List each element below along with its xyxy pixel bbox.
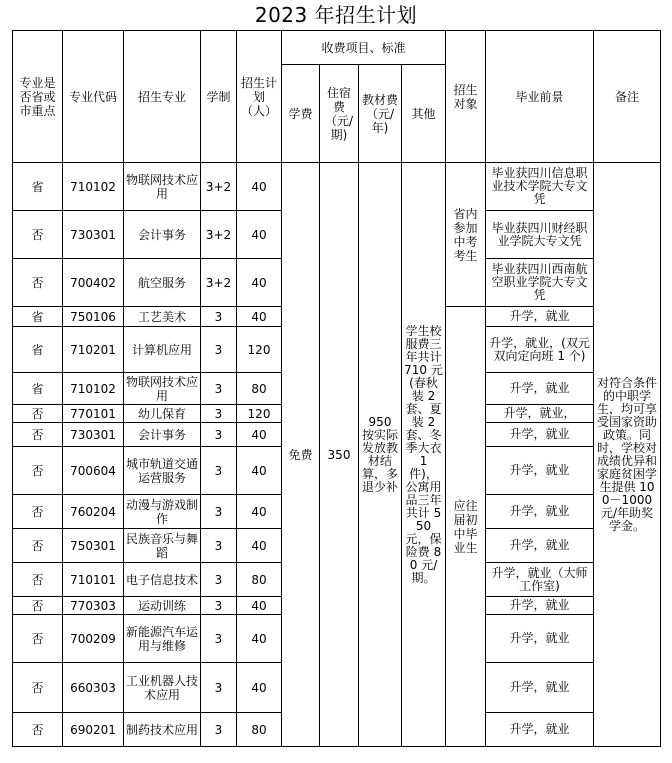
- prospect-cell: 毕业获四川财经职业学院大专文凭: [486, 211, 594, 259]
- header-other: 其他: [402, 65, 446, 163]
- page-title: 2023 年招生计划: [254, 3, 418, 27]
- code-cell: 750106: [63, 307, 124, 327]
- key-cell: 省: [13, 373, 63, 405]
- key-cell: 省: [13, 327, 63, 373]
- major-cell: 航空服务: [124, 259, 201, 307]
- target-cell-b: 应往届初中毕业生: [446, 307, 486, 747]
- major-cell: 城市轨道交通运营服务: [124, 447, 201, 495]
- header-fee-group: 收费项目、标准: [282, 31, 446, 65]
- years-cell: 3: [201, 327, 237, 373]
- major-cell: 新能源汽车运用与维修: [124, 615, 201, 663]
- major-cell: 工艺美术: [124, 307, 201, 327]
- key-cell: 否: [13, 423, 63, 447]
- header-key-major: 专业是否省或市重点: [13, 31, 63, 163]
- code-cell: 760204: [63, 495, 124, 529]
- header-prospect: 毕业前景: [486, 31, 594, 163]
- major-cell: 会计事务: [124, 211, 201, 259]
- plan-cell: 40: [237, 259, 282, 307]
- key-cell: 否: [13, 495, 63, 529]
- plan-cell: 80: [237, 373, 282, 405]
- plan-cell: 80: [237, 563, 282, 597]
- prospect-cell: 升学，就业: [486, 529, 594, 563]
- years-cell: 3: [201, 447, 237, 495]
- key-cell: 否: [13, 615, 63, 663]
- header-major: 招生专业: [124, 31, 201, 163]
- years-cell: 3: [201, 405, 237, 423]
- plan-cell: 40: [237, 615, 282, 663]
- key-cell: 否: [13, 447, 63, 495]
- years-cell: 3+2: [201, 163, 237, 211]
- textbook-cell: 950 按实际发放教材结算，多退少补: [359, 163, 402, 747]
- major-cell: 动漫与游戏制作: [124, 495, 201, 529]
- header-years: 学制: [201, 31, 237, 163]
- plan-cell: 40: [237, 529, 282, 563]
- years-cell: 3: [201, 663, 237, 713]
- prospect-cell: 升学，就业: [486, 713, 594, 747]
- prospect-cell: 升学，就业: [486, 663, 594, 713]
- tuition-cell: 免费: [282, 163, 320, 747]
- major-cell: 物联网技术应用: [124, 373, 201, 405]
- plan-cell: 120: [237, 405, 282, 423]
- plan-cell: 120: [237, 327, 282, 373]
- code-cell: 700402: [63, 259, 124, 307]
- prospect-cell: 毕业获四川信息职业技术学院大专文凭: [486, 163, 594, 211]
- enrollment-table: [12, 30, 661, 747]
- plan-cell: 40: [237, 423, 282, 447]
- code-cell: 690201: [63, 713, 124, 747]
- plan-cell: 40: [237, 447, 282, 495]
- years-cell: 3: [201, 373, 237, 405]
- years-cell: 3: [201, 597, 237, 615]
- code-cell: 710102: [63, 163, 124, 211]
- key-cell: 省: [13, 307, 63, 327]
- plan-cell: 40: [237, 307, 282, 327]
- prospect-cell: 升学，就业，: [486, 405, 594, 423]
- prospect-cell: 升学，就业: [486, 597, 594, 615]
- major-cell: 工业机器人技术应用: [124, 663, 201, 713]
- major-cell: 电子信息技术: [124, 563, 201, 597]
- prospect-cell: 升学，就业: [486, 615, 594, 663]
- code-cell: 700604: [63, 447, 124, 495]
- major-cell: 计算机应用: [124, 327, 201, 373]
- major-cell: 运动训练: [124, 597, 201, 615]
- key-cell: 否: [13, 405, 63, 423]
- table-row: [13, 163, 661, 211]
- code-cell: 710101: [63, 563, 124, 597]
- header-tuition: 学费: [282, 65, 320, 163]
- code-cell: 770303: [63, 597, 124, 615]
- remark-cell: 对符合条件的中职学生，均可享受国家资助政策。同时，学校对成绩优异和家庭贫困学生提供 100－1000 元/年助奖学金。: [594, 163, 661, 747]
- code-cell: 730301: [63, 211, 124, 259]
- code-cell: 710201: [63, 327, 124, 373]
- key-cell: 否: [13, 663, 63, 713]
- lodging-cell: 350: [320, 163, 359, 747]
- major-cell: 会计事务: [124, 423, 201, 447]
- major-cell: 物联网技术应用: [124, 163, 201, 211]
- header-plan: 招生计划（人）: [237, 31, 282, 163]
- major-cell: 制药技术应用: [124, 713, 201, 747]
- code-cell: 710102: [63, 373, 124, 405]
- prospect-cell: 升学，就业，(双元双向定向班 1 个): [486, 327, 594, 373]
- key-cell: 否: [13, 529, 63, 563]
- prospect-cell: 毕业获四川西南航空职业学院大专文凭: [486, 259, 594, 307]
- years-cell: 3: [201, 615, 237, 663]
- plan-cell: 40: [237, 495, 282, 529]
- code-cell: 700209: [63, 615, 124, 663]
- key-cell: 否: [13, 563, 63, 597]
- header-code: 专业代码: [63, 31, 124, 163]
- header-lodging: 住宿费（元/期): [320, 65, 359, 163]
- prospect-cell: 升学，就业: [486, 447, 594, 495]
- years-cell: 3: [201, 529, 237, 563]
- code-cell: 730301: [63, 423, 124, 447]
- header-remark: 备注: [594, 31, 661, 163]
- years-cell: 3+2: [201, 211, 237, 259]
- key-cell: 省: [13, 163, 63, 211]
- years-cell: 3: [201, 563, 237, 597]
- key-cell: 否: [13, 211, 63, 259]
- major-cell: 民族音乐与舞蹈: [124, 529, 201, 563]
- header-target: 招生对象: [446, 31, 486, 163]
- code-cell: 750301: [63, 529, 124, 563]
- years-cell: 3: [201, 495, 237, 529]
- key-cell: 否: [13, 259, 63, 307]
- years-cell: 3+2: [201, 259, 237, 307]
- plan-cell: 40: [237, 211, 282, 259]
- years-cell: 3: [201, 307, 237, 327]
- code-cell: 660303: [63, 663, 124, 713]
- code-cell: 770101: [63, 405, 124, 423]
- prospect-cell: 升学，就业: [486, 307, 594, 327]
- plan-cell: 40: [237, 163, 282, 211]
- years-cell: 3: [201, 423, 237, 447]
- plan-cell: 40: [237, 663, 282, 713]
- prospect-cell: 升学，就业: [486, 373, 594, 405]
- header-textbook: 教材费（元/年): [359, 65, 402, 163]
- prospect-cell: 升学，就业: [486, 495, 594, 529]
- prospect-cell: 升学，就业（大师工作室): [486, 563, 594, 597]
- key-cell: 否: [13, 713, 63, 747]
- key-cell: 否: [13, 597, 63, 615]
- major-cell: 幼儿保育: [124, 405, 201, 423]
- plan-cell: 80: [237, 713, 282, 747]
- other-fees-cell: 学生校服费三年共计 710 元(春秋装 2 套、夏装 2 套、冬季大衣 1 件)，公寓用品三年共计 550 元，保险费 80 元/期。: [402, 163, 446, 747]
- target-cell-a: 省内参加中考考生: [446, 163, 486, 307]
- prospect-cell: 升学，就业: [486, 423, 594, 447]
- plan-cell: 40: [237, 597, 282, 615]
- years-cell: 3: [201, 713, 237, 747]
